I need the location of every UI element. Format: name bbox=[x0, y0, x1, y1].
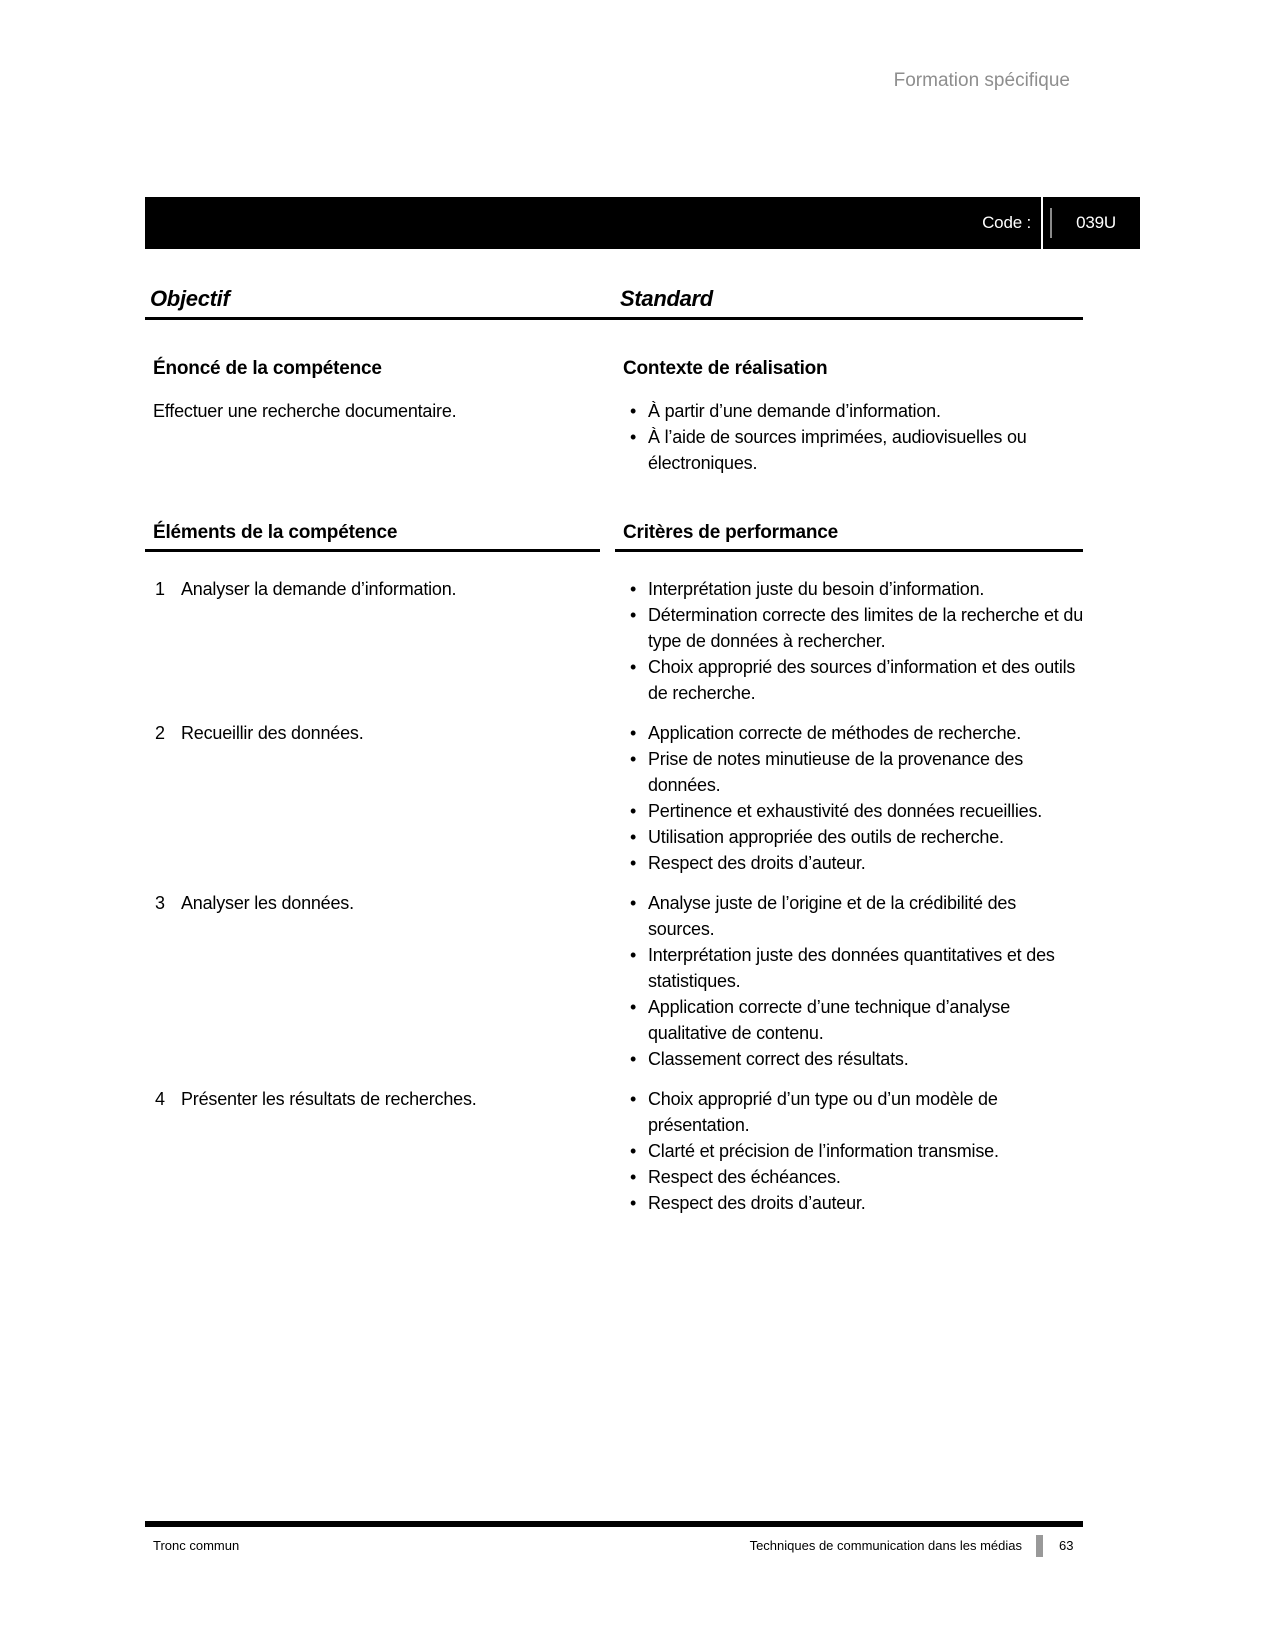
enonce-text: Effectuer une recherche documentaire. bbox=[153, 401, 457, 421]
competence-right bbox=[615, 356, 1083, 476]
footer-right-label: Techniques de communication dans les médias bbox=[749, 1538, 1022, 1553]
table-row bbox=[145, 576, 1083, 706]
element-number: 2 bbox=[155, 723, 165, 743]
competence-rows bbox=[145, 576, 1083, 1216]
bullet-item: • Prise de notes minutieuse de la provenance des données. bbox=[615, 746, 1083, 798]
footer-right-group bbox=[750, 1535, 1083, 1557]
contexte-bullet-list bbox=[615, 398, 1083, 476]
footer-left-label: Tronc commun bbox=[153, 1538, 240, 1553]
competence-section bbox=[145, 356, 1083, 476]
code-value: 039U bbox=[1076, 213, 1116, 232]
element-cell bbox=[145, 890, 615, 1072]
elements-heading: Éléments de la compétence bbox=[153, 522, 398, 543]
footer-inner bbox=[145, 1535, 1083, 1557]
criteria-cell bbox=[615, 576, 1083, 706]
criteria-bullet-list bbox=[615, 1086, 1083, 1216]
elements-header-cell bbox=[145, 520, 600, 552]
enonce-heading: Énoncé de la compétence bbox=[153, 358, 382, 379]
bullet-item: • Interprétation juste du besoin d’information. bbox=[615, 576, 1083, 602]
bullet-item: • À partir d’une demande d’information. bbox=[615, 398, 1083, 424]
criteres-header-cell bbox=[615, 520, 1083, 552]
bullet-item: • Choix approprié d’un type ou d’un modèle de présentation. bbox=[615, 1086, 1083, 1138]
standard-title: Standard bbox=[620, 286, 713, 311]
element-text: Analyser les données. bbox=[181, 893, 354, 913]
table-row bbox=[145, 720, 1083, 876]
footer-divider-bar bbox=[1036, 1535, 1043, 1557]
objectif-title: Objectif bbox=[150, 286, 230, 311]
bullet-item: • À l’aide de sources imprimées, audiovisuelles ou électroniques. bbox=[615, 424, 1083, 476]
bullet-item: • Respect des droits d’auteur. bbox=[615, 1190, 1083, 1216]
table-row bbox=[145, 890, 1083, 1072]
code-bar bbox=[145, 197, 1140, 249]
element-cell bbox=[145, 720, 615, 876]
bullet-item: • Utilisation appropriée des outils de recherche. bbox=[615, 824, 1083, 850]
bullet-item: • Classement correct des résultats. bbox=[615, 1046, 1083, 1072]
bullet-item: • Analyse juste de l’origine et de la crédibilité des sources. bbox=[615, 890, 1083, 942]
table-row bbox=[145, 1086, 1083, 1216]
contexte-heading: Contexte de réalisation bbox=[623, 358, 828, 379]
bullet-item: • Choix approprié des sources d’information et des outils de recherche. bbox=[615, 654, 1083, 706]
bullet-item: • Clarté et précision de l’information transmise. bbox=[615, 1138, 1083, 1164]
title-row bbox=[145, 286, 1083, 320]
element-number: 3 bbox=[155, 893, 165, 913]
running-head: Formation spécifique bbox=[893, 70, 1070, 91]
bullet-item: • Application correcte d’une technique d’analyse qualitative de contenu. bbox=[615, 994, 1083, 1046]
element-text: Présenter les résultats de recherches. bbox=[181, 1089, 477, 1109]
competence-left bbox=[145, 356, 615, 476]
criteria-bullet-list bbox=[615, 720, 1083, 876]
element-number: 1 bbox=[155, 579, 165, 599]
element-cell bbox=[145, 1086, 615, 1216]
bullet-item: • Respect des échéances. bbox=[615, 1164, 1083, 1190]
bullet-item: • Interprétation juste des données quantitatives et des statistiques. bbox=[615, 942, 1083, 994]
bullet-item: • Détermination correcte des limites de la recherche et du type de données à rechercher. bbox=[615, 602, 1083, 654]
criteria-cell bbox=[615, 890, 1083, 1072]
criteria-cell bbox=[615, 1086, 1083, 1216]
table-header-row bbox=[145, 520, 1083, 552]
criteria-bullet-list bbox=[615, 576, 1083, 706]
element-text: Recueillir des données. bbox=[181, 723, 364, 743]
code-divider bbox=[1041, 197, 1043, 249]
page-footer bbox=[145, 1521, 1083, 1557]
code-label: Code : bbox=[982, 213, 1031, 232]
element-number: 4 bbox=[155, 1089, 165, 1109]
element-text: Analyser la demande d’information. bbox=[181, 579, 457, 599]
main-content bbox=[145, 286, 1083, 1230]
page-number: 63 bbox=[1059, 1538, 1074, 1553]
bullet-item: • Application correcte de méthodes de recherche. bbox=[615, 720, 1083, 746]
bullet-item: • Respect des droits d’auteur. bbox=[615, 850, 1083, 876]
criteres-heading: Critères de performance bbox=[623, 522, 839, 543]
criteria-cell bbox=[615, 720, 1083, 876]
criteria-bullet-list bbox=[615, 890, 1083, 1072]
element-cell bbox=[145, 576, 615, 706]
bullet-item: • Pertinence et exhaustivité des données recueillies. bbox=[615, 798, 1083, 824]
